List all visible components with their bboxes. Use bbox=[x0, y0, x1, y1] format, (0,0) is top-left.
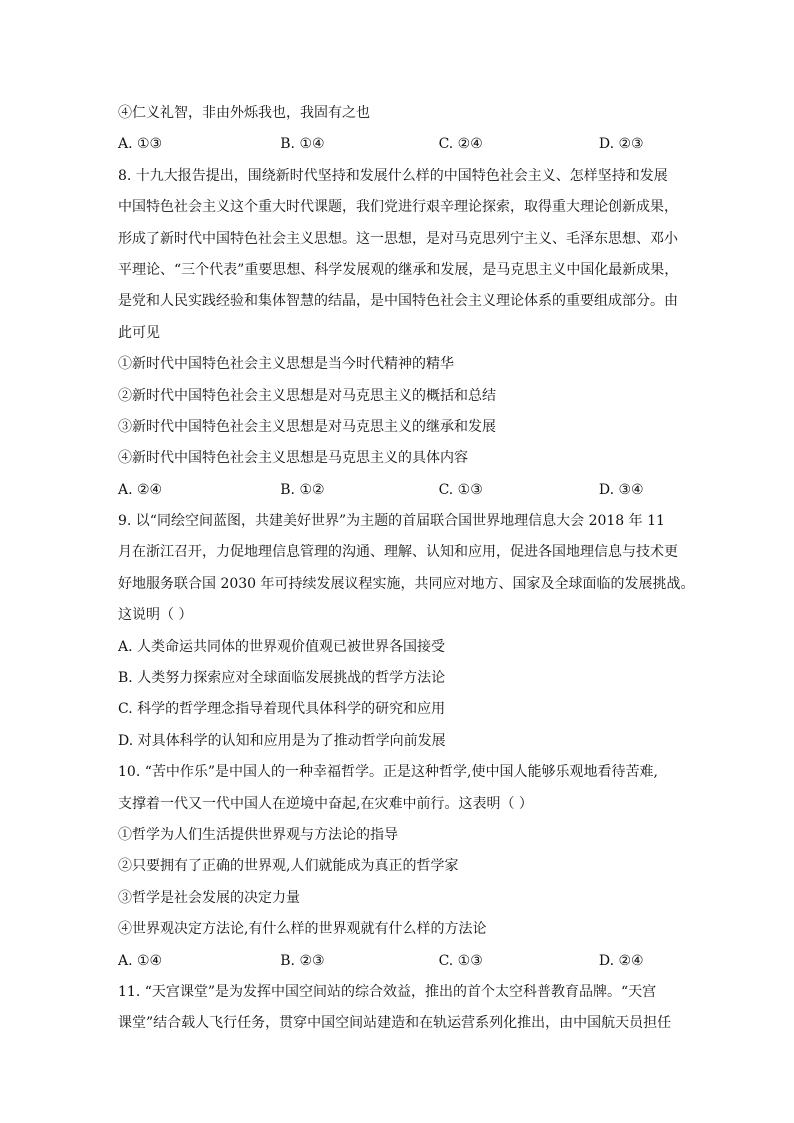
q9-stem-line: 9. 以“同绘空间蓝图，共建美好世界”为主题的首届联合国世界地理信息大会 2018 年 11 bbox=[118, 513, 665, 530]
q10-option-a: A. ①④ bbox=[118, 952, 163, 969]
q9-stem-line: 这说明（ ） bbox=[118, 607, 193, 624]
q8-stem-line: 此可见 bbox=[118, 324, 160, 341]
q10-options bbox=[118, 946, 678, 977]
q7-option-a: A. ①③ bbox=[118, 136, 163, 153]
q8-statement: ①新时代中国特色社会主义思想是当今时代精神的精华 bbox=[118, 356, 454, 373]
q8-stem-line: 平理论、“三个代表”重要思想、科学发展观的继承和发展，是马克思主义中国化最新成果， bbox=[118, 261, 679, 278]
q8-statement: ②新时代中国特色社会主义思想是对马克思主义的概括和总结 bbox=[118, 387, 496, 404]
q8-option-a: A. ②④ bbox=[118, 481, 163, 498]
q10-statement: ①哲学为人们生活提供世界观与方法论的指导 bbox=[118, 826, 398, 843]
q8-options bbox=[118, 475, 678, 506]
q8-stem-line: 形成了新时代中国特色社会主义思想。这一思想，是对马克思列宁主义、毛泽东思想、邓小 bbox=[118, 230, 678, 247]
q7-option-d: D. ②③ bbox=[598, 136, 644, 153]
q7-option-b: B. ①④ bbox=[280, 136, 325, 153]
q10-option-c: C. ①③ bbox=[438, 952, 483, 969]
q10-option-b: B. ②③ bbox=[280, 952, 325, 969]
q8-stem-line: 中国特色社会主义这个重大时代课题，我们党进行艰辛理论探索，取得重大理论创新成果， bbox=[118, 199, 678, 216]
q10-stem-line: 10. “苦中作乐”是中国人的一种幸福哲学。正是这种哲学,使中国人能够乐观地看待苦难, bbox=[118, 764, 658, 781]
q8-stem-line: 8. 十九大报告提出，围绕新时代坚持和发展什么样的中国特色社会主义、怎样坚持和发展 bbox=[118, 167, 668, 184]
q7-statement-4: ④仁义礼智，非由外烁我也，我固有之也 bbox=[118, 105, 370, 121]
q11-stem-line: 课堂”结合载人飞行任务，贯穿中国空间站建造和在轨运营系列化推出，由中国航天员担任 bbox=[118, 1015, 672, 1032]
q10-statement: ②只要拥有了正确的世界观,人们就能成为真正的哲学家 bbox=[118, 858, 459, 875]
q8-stem-line: 是党和人民实践经验和集体智慧的结晶，是中国特色社会主义理论体系的重要组成部分。由 bbox=[118, 293, 678, 310]
question-content bbox=[118, 98, 695, 1040]
q10-stem-line: 支撑着一代又一代中国人在逆境中奋起,在灾难中前行。这表明（ ） bbox=[118, 795, 533, 812]
q9-option-c: C. 科学的哲学理念指导着现代具体科学的研究和应用 bbox=[118, 701, 446, 718]
q8-option-d: D. ③④ bbox=[598, 481, 644, 498]
q10-option-d: D. ②④ bbox=[598, 952, 644, 969]
q9-stem-line: 月在浙江召开，力促地理信息管理的沟通、理解、认知和应用，促进各国地理信息与技术更 bbox=[118, 544, 678, 561]
q10-statement: ③哲学是社会发展的决定力量 bbox=[118, 889, 300, 906]
q8-statement: ④新时代中国特色社会主义思想是马克思主义的具体内容 bbox=[118, 450, 468, 467]
q7-options bbox=[118, 129, 678, 160]
q8-statement: ③新时代中国特色社会主义思想是对马克思主义的继承和发展 bbox=[118, 418, 496, 435]
q8-option-c: C. ①③ bbox=[438, 481, 483, 498]
q9-option-d: D. 对具体科学的认知和应用是为了推动哲学向前发展 bbox=[118, 732, 446, 749]
q7-option-c: C. ②④ bbox=[438, 136, 483, 153]
q11-stem-line: 11. “天宫课堂”是为发挥中国空间站的综合效益，推出的首个太空科普教育品牌。“天宫 bbox=[118, 983, 657, 1000]
q9-stem-line: 好地服务联合国 2030 年可持续发展议程实施，共同应对地方、国家及全球面临的发展挑战。 bbox=[118, 575, 695, 592]
q8-option-b: B. ①② bbox=[280, 481, 325, 498]
q10-statement: ④世界观决定方法论,有什么样的世界观就有什么样的方法论 bbox=[118, 921, 487, 938]
q9-option-b: B. 人类努力探索应对全球面临发展挑战的哲学方法论 bbox=[118, 670, 446, 687]
q9-option-a: A. 人类命运共同体的世界观价值观已被世界各国接受 bbox=[118, 638, 446, 655]
